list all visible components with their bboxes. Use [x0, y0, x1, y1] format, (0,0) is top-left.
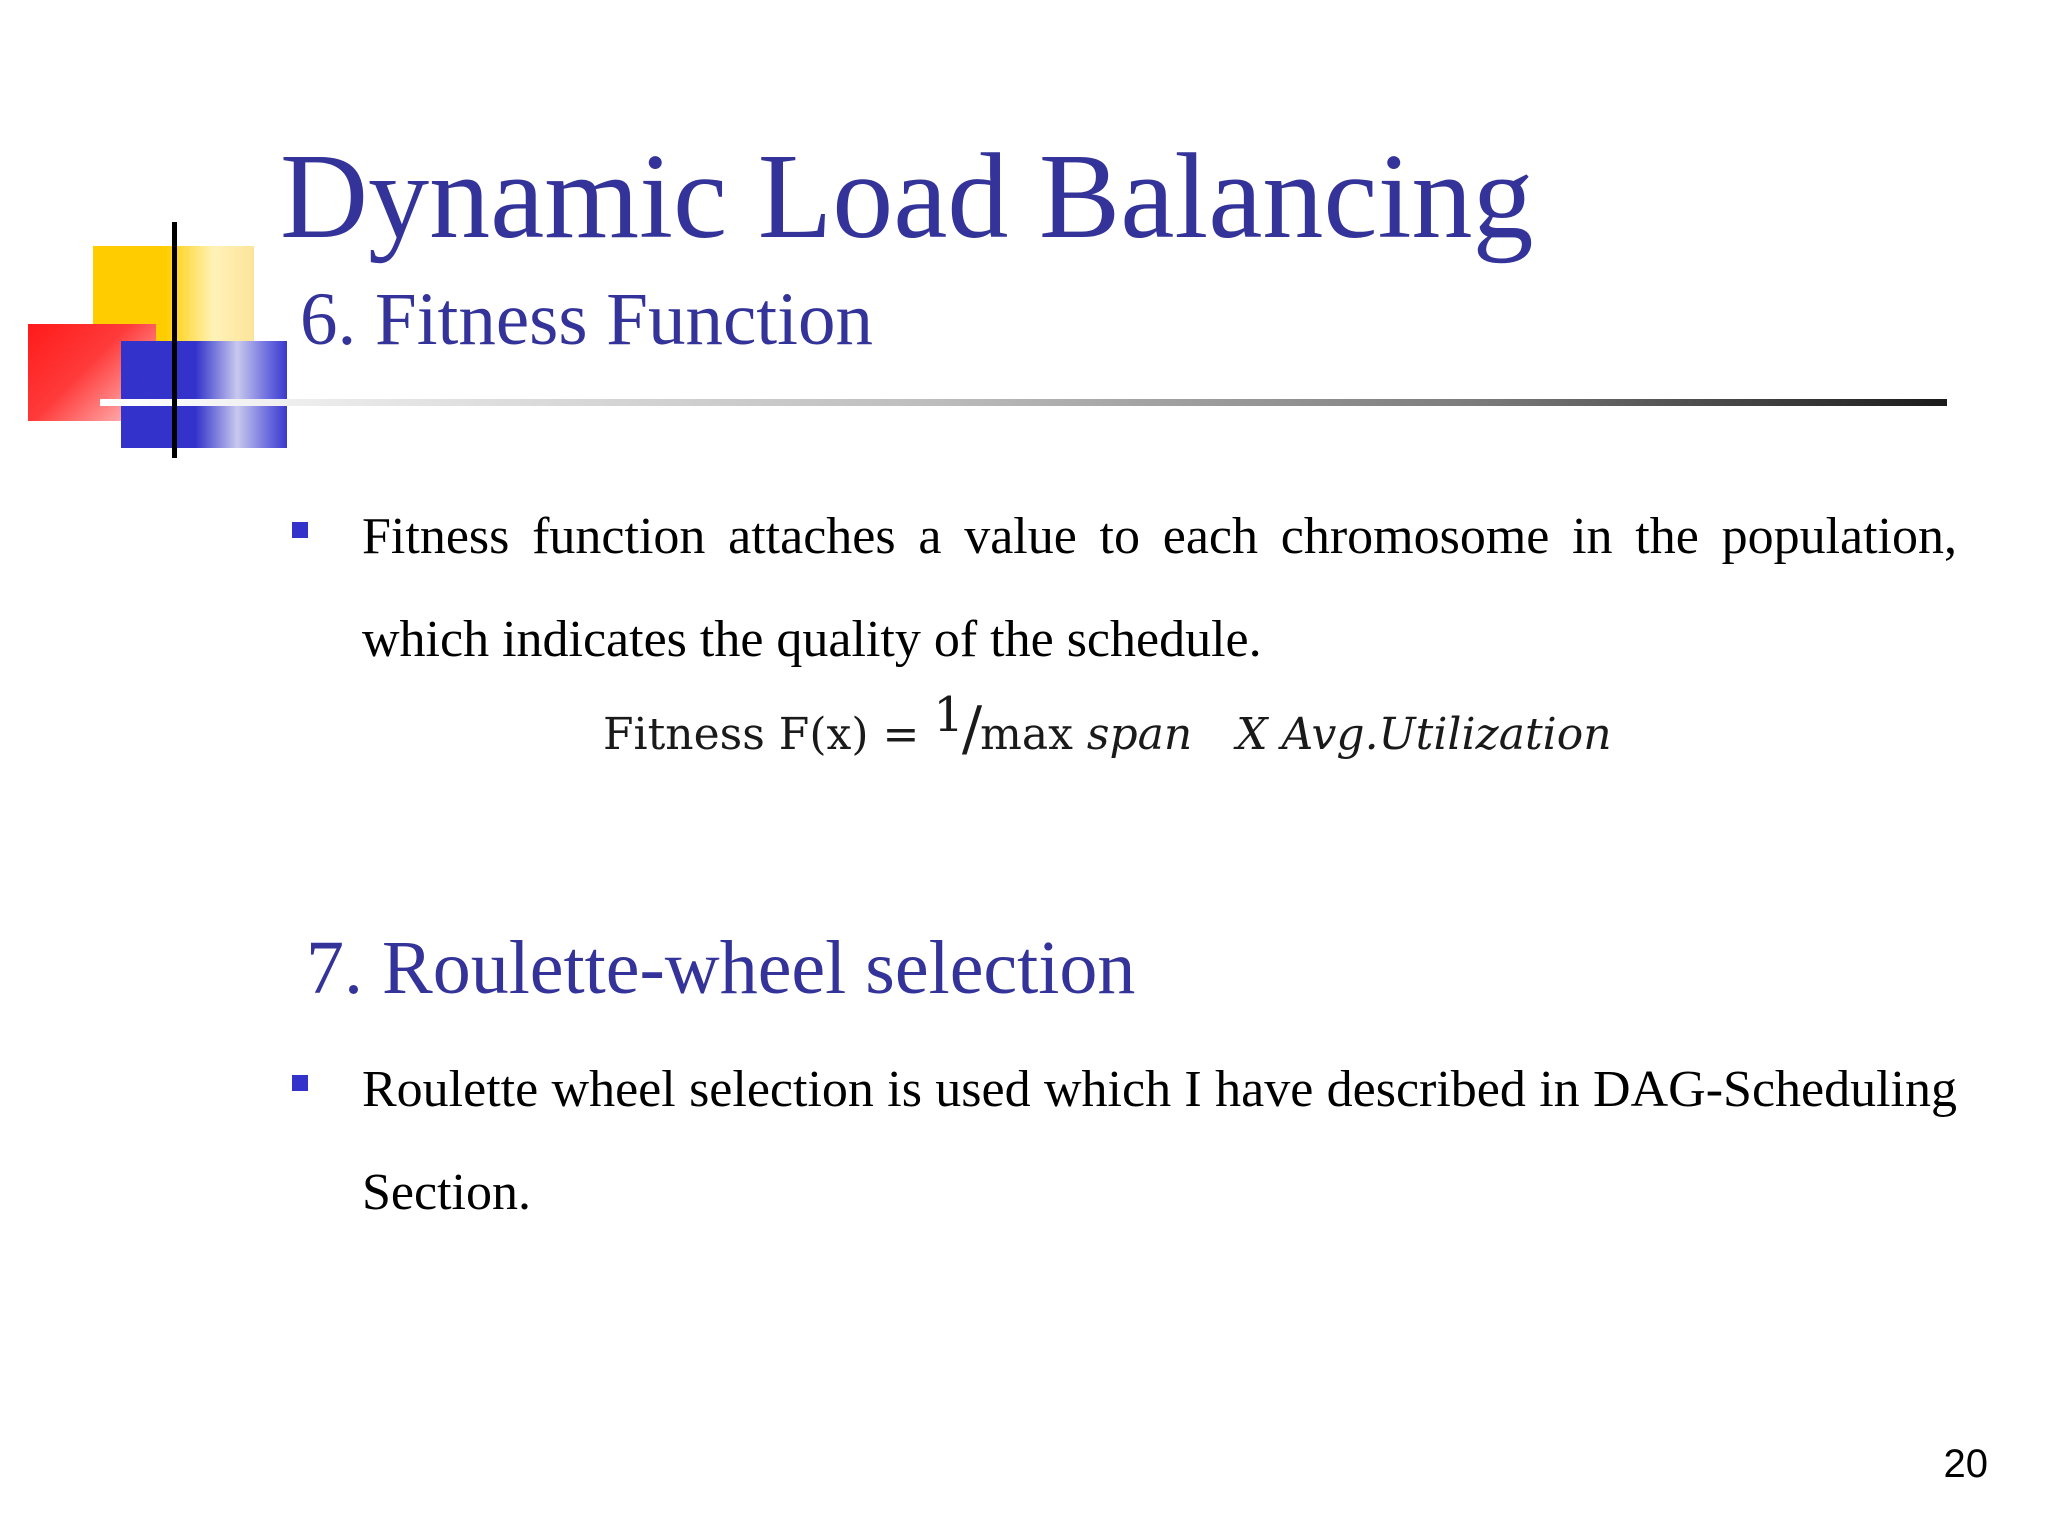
bullet-square-icon [292, 1075, 308, 1091]
decorative-blue-square [121, 341, 287, 448]
fitness-function-paragraph: Fitness function attaches a value to each chromosome in the population, which indicates the quality of the schedule. [362, 508, 1957, 668]
slide-title: Dynamic Load Balancing [280, 129, 1534, 264]
section-heading-roulette: 7. Roulette-wheel selection [306, 926, 1136, 1010]
formula-slash: / [961, 694, 983, 764]
fitness-formula [603, 687, 1612, 768]
formula-denominator-prefix: max [980, 709, 1073, 760]
decorative-vertical-line [172, 222, 177, 458]
formula-times: X [1236, 709, 1268, 760]
bullet-square-icon [292, 522, 308, 538]
slide-subtitle: 6. Fitness Function [300, 278, 873, 361]
page-number: 20 [1943, 1442, 1988, 1486]
formula-lhs: Fitness F(x) = [603, 709, 920, 760]
formula-rhs: Avg.Utilization [1281, 709, 1612, 760]
formula-denominator: span [1086, 709, 1193, 760]
formula-numerator: 1 [933, 687, 964, 743]
roulette-paragraph: Roulette wheel selection is used which I have described in DAG-Scheduling Section. [362, 1061, 1957, 1221]
title-underline-rule [100, 399, 1947, 406]
